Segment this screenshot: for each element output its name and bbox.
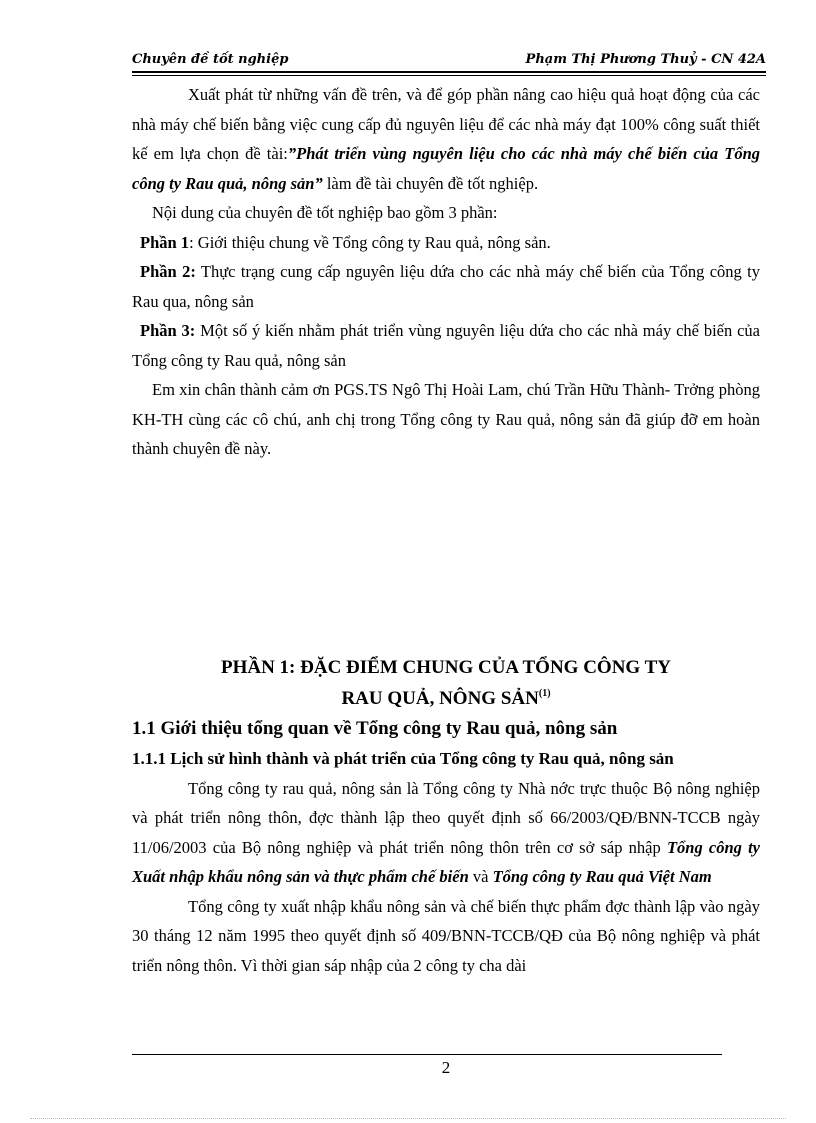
header-rule-thin: [132, 75, 766, 76]
section-heading-1-1-1: 1.1.1 Lịch sử hình thành và phát triển của Tổng công ty Rau quả, nông sản: [132, 748, 674, 768]
acknowledgement: Em xin chân thành cảm ơn PGS.TS Ngô Thị Hoài Lam, chú Trần Hữu Thành- Trởng phòng KH-TH cùng các cô chú, anh chị trong Tổng công ty Rau quả, nông sản đã giúp đỡ em hoàn thành chuyên đề này.: [132, 380, 760, 458]
header-rule: [132, 71, 766, 73]
part-1-text: : Giới thiệu chung về Tổng công ty Rau quả, nông sản.: [189, 232, 551, 252]
history-paragraph-2: Tổng công ty xuất nhập khẩu nông sản và chế biến thực phẩm đợc thành lập vào ngày 30 tháng 12 năm 1995 theo quyết định số 409/BNN-TCCB/QĐ của Bộ nông nghiệp và phát triển nông thôn. Vì thời gian sáp nhập của 2 công ty cha dài: [132, 896, 760, 975]
part-2-label: Phần 2:: [140, 262, 196, 281]
intro-text-end: làm đề tài chuyên đề tốt nghiệp.: [322, 173, 539, 193]
page-edge-dots: [30, 1118, 786, 1119]
history-text: Tổng công ty rau quả, nông sản là Tổng công ty Nhà nớc trực thuộc Bộ nông nghiệp và phát triển nông thôn, đợc thành lập theo quyết định số 66/2003/QĐ/BNN-TCCB ngày 11/06/2003 của Bộ nông nghiệp và phát triển nông thôn trên cơ sở sáp nhập: [132, 778, 760, 857]
chapter-title: [132, 652, 760, 714]
history-paragraph-1: [132, 774, 760, 892]
section-heading-1-1: 1.1 Giới thiệu tổng quan về Tổng công ty Rau quả, nông sản: [132, 717, 618, 739]
part-2-text: Thực trạng cung cấp nguyên liệu dứa cho các nhà máy chế biến của Tổng công ty Rau qua, nông sản: [132, 262, 760, 311]
content-intro: Nội dung của chuyên đề tốt nghiệp bao gồm 3 phần:: [152, 203, 498, 222]
footnote-ref: (1): [538, 687, 551, 699]
conjunction: và: [468, 867, 493, 886]
blank-space: [132, 464, 760, 652]
document-body: [132, 80, 760, 980]
intro-text: Xuất phát từ những vấn đề trên, và để góp phần nâng cao hiệu quả hoạt động của các nhà máy chế biến bằng việc cung cấp đủ nguyên liệu để các nhà máy đạt 100% công suất thiết kế em lựa chọn đề tài:: [132, 85, 760, 163]
part-2-item: [132, 257, 760, 316]
company-name-2: Tổng công ty Rau quả Việt Nam: [492, 867, 712, 886]
thesis-title: ”Phát triển vùng nguyên liệu cho các nhà máy chế biến của Tổng công ty Rau quả, nông sản”: [132, 144, 760, 193]
footer-rule: [132, 1054, 722, 1055]
chapter-title-text: RAU QUẢ, NÔNG SẢN: [341, 687, 539, 709]
chapter-title-line-1: PHẦN 1: ĐẶC ĐIỂM CHUNG CỦA TỔNG CÔNG TY: [220, 656, 672, 678]
part-3-text: Một số ý kiến nhằm phát triển vùng nguyên liệu dứa cho các nhà máy chế biến của Tổng công ty Rau quả, nông sản: [132, 321, 760, 370]
running-header: [132, 50, 766, 72]
part-1-item: [132, 228, 760, 258]
page-number: 2: [441, 1058, 451, 1077]
header-right: Phạm Thị Phương Thuỷ - CN 42A: [525, 52, 766, 67]
part-1-label: Phần 1: [140, 232, 190, 252]
company-name-1: Tổng công ty Xuất nhập khẩu nông sản và thực phẩm chế biến: [132, 837, 760, 886]
header-left: Chuyên đề tốt nghiệp: [132, 52, 289, 67]
intro-paragraph: [132, 80, 760, 198]
chapter-title-line-2: [132, 683, 760, 714]
part-3-item: [132, 316, 760, 375]
part-3-label: Phần 3:: [140, 321, 196, 340]
